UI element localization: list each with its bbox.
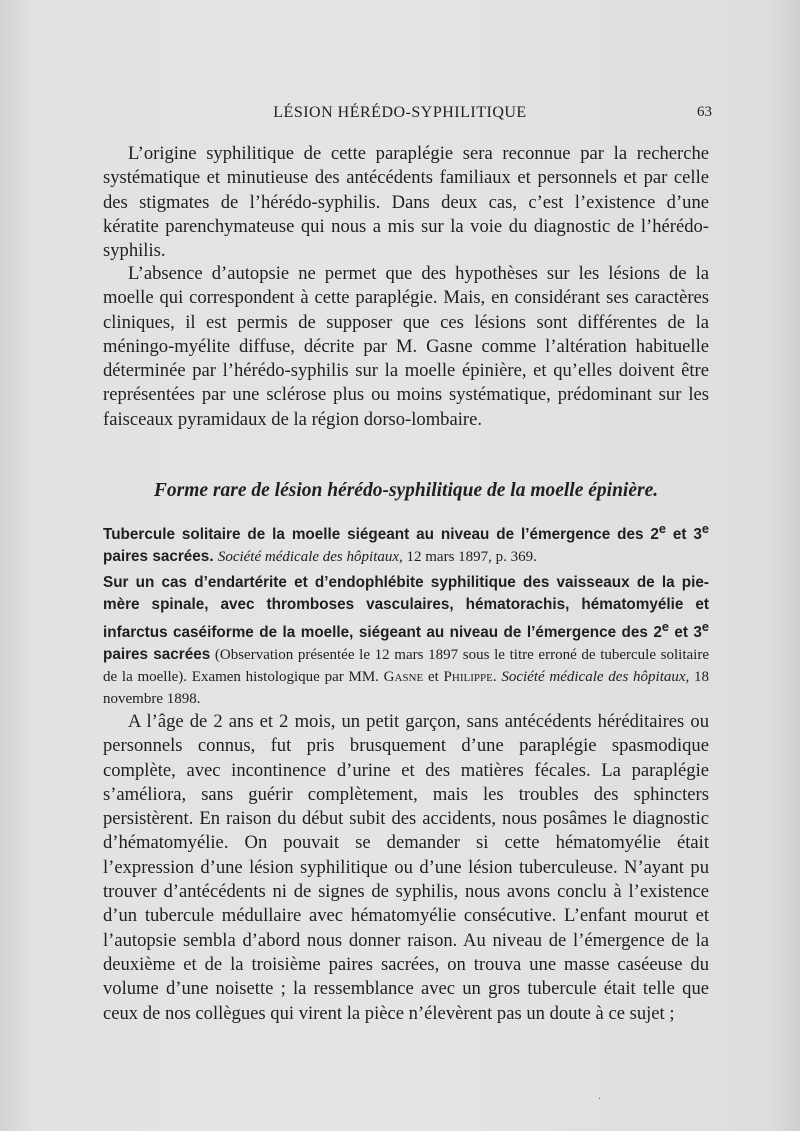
reference-2-title-b: et 3 (668, 624, 702, 642)
running-head (0, 104, 800, 128)
section-heading: Forme rare de lésion hérédo-syphilitique de la moelle épinière. (153, 480, 659, 501)
reference-1-title-c: paires sacrées. (103, 548, 214, 566)
reference-2-author-1: Gasne (383, 669, 424, 686)
reference-2-title-c: paires sacrées (103, 646, 211, 664)
reference-2-sup-b: e (701, 619, 709, 634)
reference-2-title-a: Sur un cas d’endartérite et d’endophlébite syphilitique des vaisseaux de la pie-mère spinale, avec thromboses vasculaires, hématorachis, hématomyélie et infarctus caséiforme de la moelle, siégeant au niveau de l’émergence des 2 (103, 574, 709, 642)
paragraph-case: A l’âge de 2 ans et 2 mois, un petit garçon, sans antécédents héréditaires ou personnels connus, fut pris brusquement d’une paraplégie spasmodique complète, avec incontinence d’urine et des matières fécales. La paraplégie s’améliora, sans guérir complètement, mais les troubles des sphincters persistèrent. En raison du début subit des accidents, nous posâmes le diagnostic d’hématomyélie. On pouvait se demander si cette hématomyélie était l’expression d’une lésion syphilitique ou d’une lésion tuberculeuse. N’ayant pu trouver d’antécédents ni de signes de syphilis, nous avons conclu à l’existence d’un tubercule médullaire avec hématomyélie consécutive. L’enfant mourut et l’autopsie sembla d’abord nous donner raison. Au niveau de l’émergence de la deuxième et de la troisième paires sacrées, on trouva une masse caséeuse du volume d’une noisette ; la ressemblance avec un gros tubercule était telle que ceux de nos collègues qui virent la pièce n’élevèrent pas un doute à ce sujet ; (103, 711, 709, 1024)
reference-1-date: 12 mars 1897, p. 369. (402, 549, 537, 566)
print-speck: · (598, 1094, 602, 1105)
reference-1-sup-b: e (701, 521, 709, 536)
reference-1 (103, 518, 709, 568)
running-title: LÉSION HÉRÉDO-SYPHILITIQUE (273, 104, 527, 121)
reference-1-title-b: et 3 (666, 526, 702, 544)
page-number: 63 (697, 104, 712, 120)
reference-2-sup-a: e (661, 619, 669, 634)
reference-1-journal: Société médicale des hôpitaux, (217, 549, 403, 566)
reference-1-sup-a: e (658, 521, 666, 536)
reference-1-source (218, 549, 537, 565)
reference-2-journal: Société médicale des hôpitaux, (501, 669, 690, 686)
paragraph-origin: L’origine syphilitique de cette paraplégie sera reconnue par la recherche systématique et minutieuse des antécédents familiaux et personnels et par celle des stigmates de l’hérédo-syphilis. Dans deux cas, c’est l’existence d’une kératite parenchymateuse qui nous a mis sur la voie du diagnostic de l’hérédo-syphilis. (103, 143, 709, 262)
reference-2 (103, 572, 709, 710)
reference-2-and: et (423, 669, 444, 686)
reference-2-date: 18 novembre 1898. (103, 669, 710, 708)
paragraph-autopsy: L’absence d’autopsie ne permet que des hypothèses sur les lésions de la moelle qui correspondent à cette paraplégie. Mais, en considérant ses caractères cliniques, il est permis de supposer que ces lésions sont différentes de la méningo-myélite diffuse, décrite par M. Gasne comme l’altération habituelle déterminée par l’hérédo-syphilis sur la moelle épinière, et qu’elles doivent être représentées par une sclérose plus ou moins systématique, prédominant sur les faisceaux pyramidaux de la région dorso-lombaire. (103, 263, 709, 430)
reference-1-title-a: Tubercule solitaire de la moelle siégeant au niveau de l’émergence des 2 (103, 526, 659, 544)
reference-2-author-2: Philippe (443, 669, 493, 686)
reference-2-note: (Observation présentée le 12 mars 1897 sous le titre erroné de tubercule solitaire de la moelle). Examen histologique par MM. (103, 647, 709, 686)
reference-2-period: . (492, 669, 502, 686)
